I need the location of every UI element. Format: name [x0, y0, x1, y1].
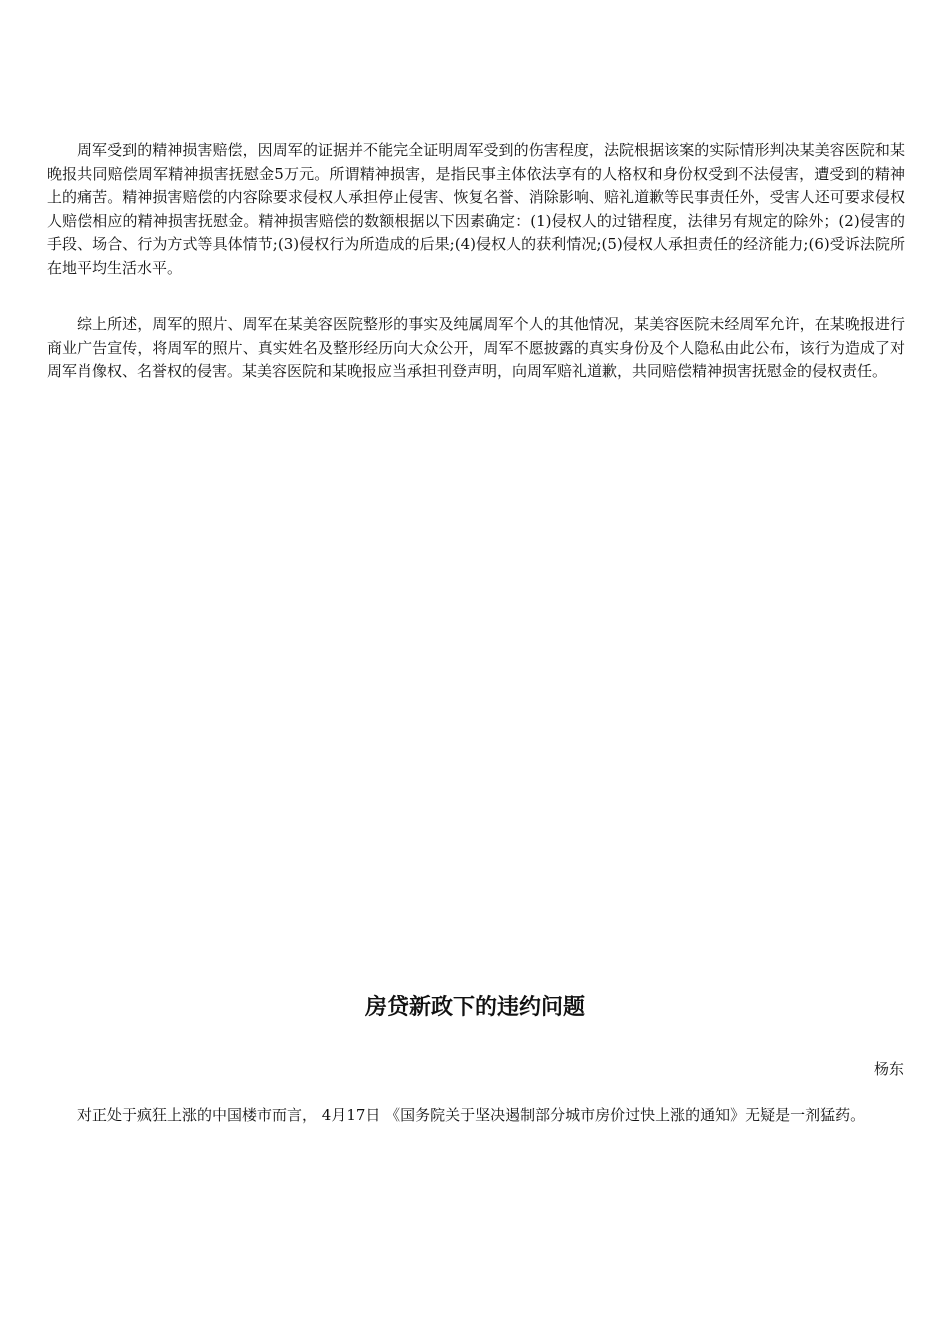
article-title: 房贷新政下的违约问题 — [364, 995, 585, 1020]
article-intro-paragraph: 对正处于疯狂上涨的中国楼市而言， 4月17日 《国务院关于坚决遏制部分城市房价过快上涨的通知》无疑是一剂猛药。 — [77, 1106, 866, 1124]
article-author: 杨东 — [873, 1060, 904, 1078]
body-paragraph-damages: 周军受到的精神损害赔偿，因周军的证据并不能完全证明周军受到的伤害程度，法院根据该案的实际情形判决某美容医院和某晚报共同赔偿周军精神损害抚慰金5万元。所谓精神损害，是指民事主体依法享有的人格权和身份权受到不法侵害，遭受到的精神上的痛苦。精神损害赔偿的内容除要求侵权人承担停止侵害、恢复名誉、消除影响、赔礼道歉等民事责任外，受害人还可要求侵权人赔偿相应的精神损害抚慰金。精神损害赔偿的数额根据以下因素确定：(1)侵权人的过错程度，法律另有规定的除外；(2)侵害的手段、场合、行为方式等具体情节;(3)侵权行为所造成的后果;(4)侵权人的获利情况;(5)侵权人承担责任的经济能力;(6)受诉法院所在地平均生活水平。 — [47, 141, 905, 277]
body-paragraph-conclusion: 综上所述，周军的照片、周军在某美容医院整形的事实及纯属周军个人的其他情况，某美容医院未经周军允许，在某晚报进行商业广告宣传，将周军的照片、真实姓名及整形经历向大众公开，周军不愿披露的真实身份及个人隐私由此公布，该行为造成了对周军肖像权、名誉权的侵害。某美容医院和某晚报应当承担刊登声明，向周军赔礼道歉，共同赔偿精神损害抚慰金的侵权责任。 — [47, 315, 905, 380]
